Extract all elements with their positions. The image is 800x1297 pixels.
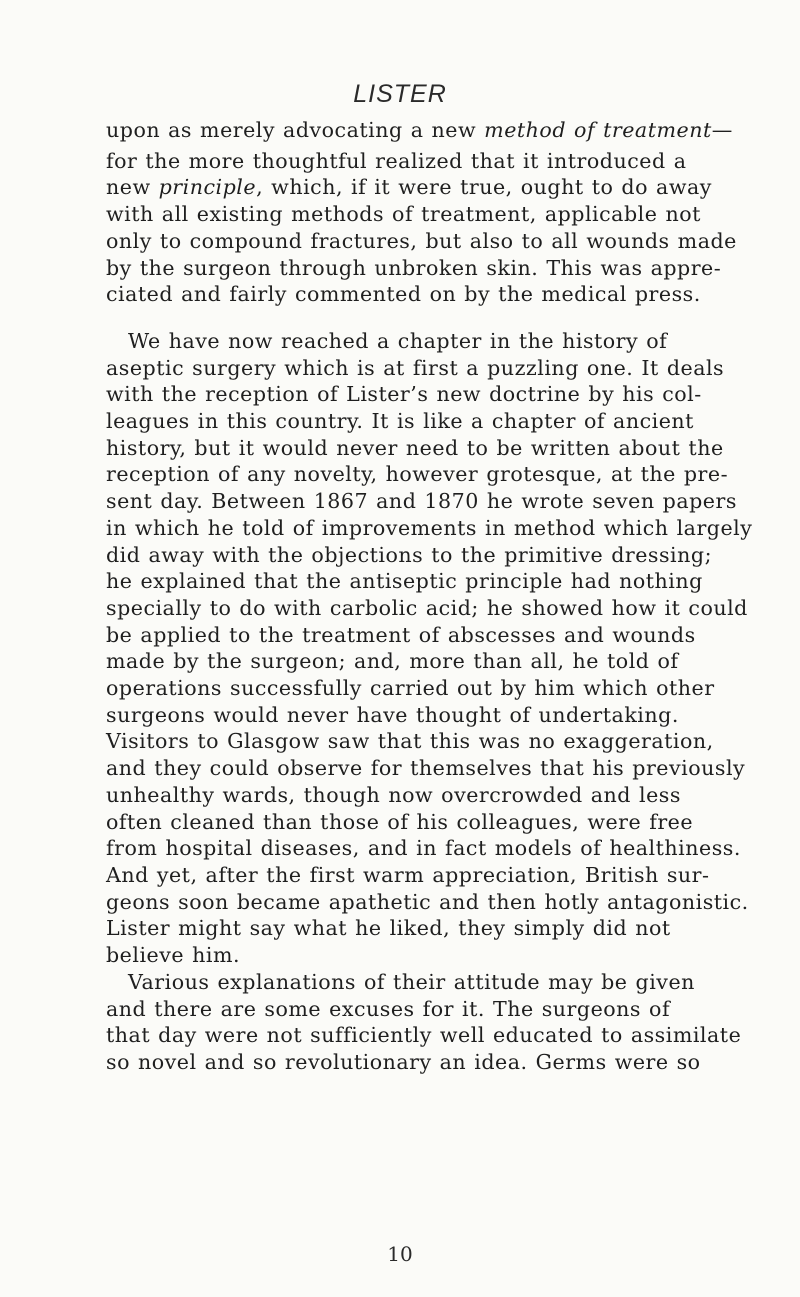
text-line: and there are some excuses for it. The surgeons of <box>106 996 671 1021</box>
paragraph-2 <box>106 328 768 969</box>
text-line: leagues in this country. It is like a chapter of ancient <box>106 409 694 434</box>
text-line: geons soon became apathetic and then hotly antagonistic. <box>106 889 749 914</box>
text-line: We have now reached a chapter in the history of <box>128 328 668 353</box>
text-line: often cleaned than those of his colleagues, were free <box>106 809 694 834</box>
text-line: believe him. <box>106 943 241 968</box>
text-line: did away with the objections to the primitive dressing; <box>106 542 713 567</box>
text-line: Various explanations of their attitude may be given <box>128 969 695 994</box>
text-line: Visitors to Glasgow saw that this was no exaggeration, <box>106 729 714 754</box>
body-text <box>106 117 768 1076</box>
text-line: with all existing methods of treatment, applicable not <box>106 202 701 227</box>
text-line: with the reception of Lister’s new doctrine by his col- <box>106 382 702 407</box>
text-line: And yet, after the first warm appreciation, British sur- <box>106 862 710 887</box>
text-line: Lister might say what he liked, they simply did not <box>106 916 671 941</box>
text-line: reception of any novelty, however grotesque, at the pre- <box>106 462 729 487</box>
text-line: sent day. Between 1867 and 1870 he wrote seven papers <box>106 489 737 514</box>
text-line: for the more thoughtful realized that it introduced a <box>106 148 687 173</box>
text-line: in which he told of improvements in method which largely <box>106 515 753 540</box>
text-line: upon as merely advocating a new method of treatment— <box>106 118 733 142</box>
text-line: unhealthy wards, though now overcrowded and less <box>106 782 681 807</box>
text-line: he explained that the antiseptic principle had nothing <box>106 569 703 594</box>
text-line: surgeons would never have thought of undertaking. <box>106 702 679 727</box>
text-line: operations successfully carried out by him which other <box>106 676 715 701</box>
text-line: and they could observe for themselves that his previously <box>106 756 746 781</box>
running-head: LISTER <box>353 80 447 108</box>
text-line: only to compound fractures, but also to all wounds made <box>106 228 737 253</box>
text-line: that day were not sufficiently well educated to assimilate <box>106 1023 742 1048</box>
text-line: by the surgeon through unbroken skin. This was appre- <box>106 255 722 280</box>
text-line: aseptic surgery which is at first a puzzling one. It deals <box>106 355 725 380</box>
text-line: from hospital diseases, and in fact models of healthiness. <box>106 836 741 861</box>
text-line: so novel and so revolutionary an idea. Germs were so <box>106 1049 701 1074</box>
text-line: new principle, which, if it were true, ought to do away <box>106 175 712 200</box>
text-line: specially to do with carbolic acid; he showed how it could <box>106 595 748 620</box>
paragraph-3 <box>106 969 768 1076</box>
text-line: be applied to the treatment of abscesses and wounds <box>106 622 696 647</box>
paragraph-1 <box>106 117 768 308</box>
text-line: history, but it would never need to be written about the <box>106 435 724 460</box>
page-number: 10 <box>387 1242 413 1266</box>
text-line: ciated and fairly commented on by the medical press. <box>106 282 701 307</box>
text-line: made by the surgeon; and, more than all, he told of <box>106 649 679 674</box>
